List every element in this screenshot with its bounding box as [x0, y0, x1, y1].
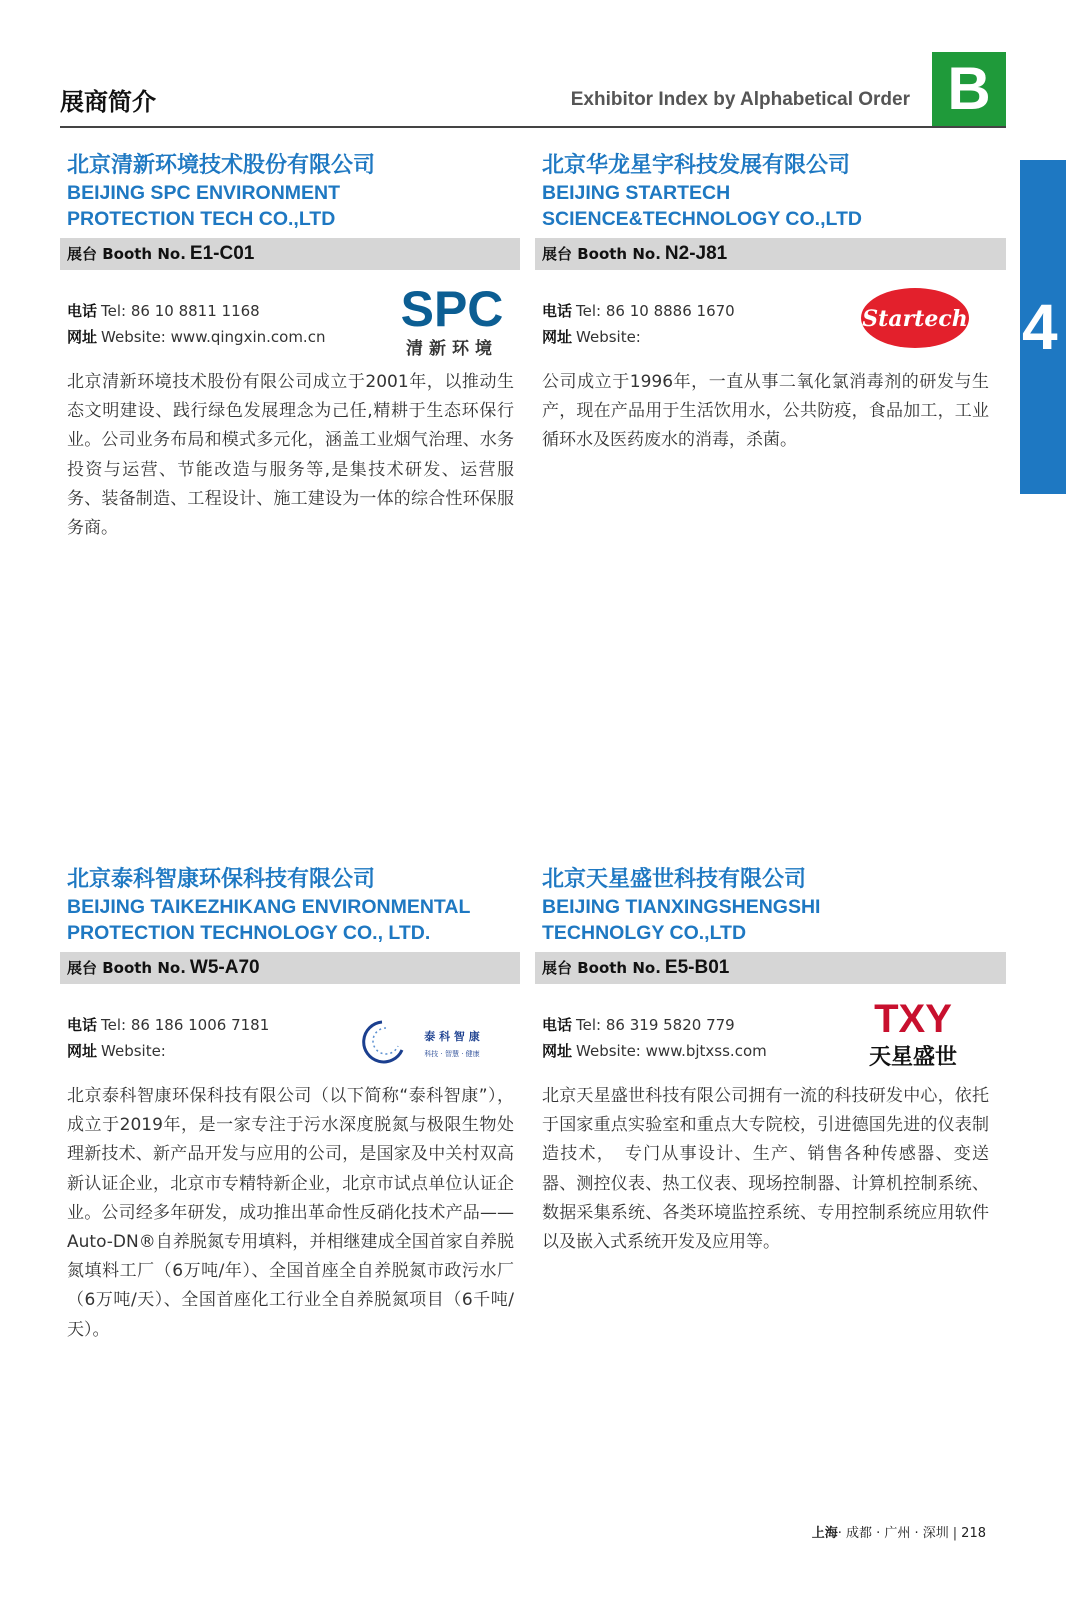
website-label-cn: 网址	[542, 328, 573, 346]
tel-label-cn: 电话	[67, 302, 98, 320]
tel-label-cn: 电话	[542, 302, 573, 320]
tel-label-cn: 电话	[542, 1016, 573, 1034]
exhibitor-en-name-line2: TECHNOLGY CO.,LTD	[542, 922, 747, 944]
page-header	[60, 52, 1006, 128]
website-label-cn: 网址	[67, 328, 98, 346]
booth-number: E5-B01	[664, 957, 730, 978]
txy-logo-subtext: 天星盛世	[868, 1045, 958, 1070]
taikezhikang-logo-subtext: 科技 · 智慧 · 健康	[424, 1050, 480, 1058]
tel-value: 86 319 5820 779	[605, 1016, 735, 1034]
contact-block	[60, 280, 520, 368]
exhibitor-en-name-line2: PROTECTION TECH CO.,LTD	[67, 208, 336, 230]
footer-cities: · 成都 · 广州 · 深圳	[837, 1526, 949, 1541]
tel-value: 86 10 8811 1168	[130, 302, 260, 320]
header-divider	[60, 126, 1006, 128]
page-footer	[812, 1522, 986, 1541]
exhibitor-cn-name: 北京天星盛世科技有限公司	[542, 867, 807, 892]
website-line	[67, 1040, 166, 1061]
website-label-en: Website:	[576, 328, 641, 346]
exhibitor-description: 北京清新环境技术股份有限公司成立于2001年，以推动生态文明建设、践行绿色发展理念为己任,精耕于生态环保行业。公司业务布局和模式多元化，涵盖工业烟气治理、水务投资与运营、节能改造与服务等,是集技术研发、运营服务、装备制造、工程设计、施工建设为一体的综合性环保服务商。	[67, 372, 514, 539]
page-subtitle: Exhibitor Index by Alphabetical Order	[570, 89, 910, 110]
exhibitor-card-startech	[535, 152, 995, 456]
booth-number: N2-J81	[664, 243, 728, 264]
spc-logo-subtext: 清新环境	[406, 339, 498, 359]
tel-label-en: Tel:	[101, 1016, 127, 1034]
tel-label-en: Tel:	[576, 302, 602, 320]
website-label-en: Website:	[101, 328, 166, 346]
website-line	[542, 1040, 767, 1061]
txy-logo-graphic	[857, 994, 977, 1074]
booth-bar	[60, 952, 520, 984]
tel-value: 86 186 1006 7181	[130, 1016, 270, 1034]
exhibitor-en-name-line1: BEIJING STARTECH	[542, 182, 731, 204]
booth-bar	[535, 952, 1006, 984]
website-line	[542, 326, 641, 347]
exhibitor-en-name-line2: SCIENCE&TECHNOLOGY CO.,LTD	[542, 208, 862, 230]
booth-label: 展台 Booth No.	[542, 959, 661, 977]
contact-block	[535, 994, 995, 1082]
website-link[interactable]: www.qingxin.com.cn	[170, 328, 326, 346]
startech-logo-graphic	[859, 286, 971, 350]
tel-value: 86 10 8886 1670	[605, 302, 735, 320]
taikezhikang-logo	[360, 1016, 506, 1066]
taikezhikang-logo-inner-arc	[373, 1028, 398, 1054]
alphabet-letter-badge: B	[932, 52, 1006, 126]
website-link[interactable]: www.bjtxss.com	[645, 1042, 767, 1060]
website-label-en: Website:	[576, 1042, 641, 1060]
booth-label: 展台 Booth No.	[67, 959, 186, 977]
exhibitor-card-spc	[60, 152, 520, 543]
exhibitor-description: 北京泰科智康环保科技有限公司（以下简称“泰科智康”），成立于2019年，是一家专注于污水深度脱氮与极限生物处理新技术、新产品开发与应用的公司，是国家及中关村双高新认证企业，北京市专精特新企业，北京市试点单位认证企业。公司经多年研发，成功推出革命性反硝化技术产品——Auto-DN®自养脱氮专用填料，并相继建成全国首家自养脱氮填料工厂（6万吨/年）、全国首座全自养脱氮市政污水厂（6万吨/天）、全国首座化工行业全自养脱氮项目（6千吨/天）。	[67, 1086, 514, 1340]
spc-logo-graphic	[396, 280, 508, 360]
tel-label-en: Tel:	[576, 1016, 602, 1034]
taikezhikang-logo-arc	[364, 1022, 402, 1062]
exhibitor-description: 北京天星盛世科技有限公司拥有一流的科技研发中心，依托于国家重点实验室和重点大专院校，引进德国先进的仪表制造技术， 专门从事设计、生产、销售各种传感器、变送器、测控仪表、热工仪表、现场控制器、计算机控制系统、数据采集系统、各类环境监控系统、专用控制系统应用软件以及嵌入式系统开发及应用等。	[542, 1086, 989, 1253]
tel-line	[67, 300, 260, 321]
exhibitor-en-name-line1: BEIJING SPC ENVIRONMENT	[67, 182, 341, 204]
footer-separator: |	[952, 1526, 958, 1541]
footer-city-main: 上海	[811, 1526, 838, 1541]
booth-label: 展台 Booth No.	[67, 245, 186, 263]
exhibitor-card-tianxingshengshi	[535, 866, 995, 1257]
tel-line	[542, 1014, 735, 1035]
tel-line	[67, 1014, 269, 1035]
exhibitor-card-taikezhikang	[60, 866, 520, 1345]
taikezhikang-logo-text: 泰 科 智 康	[424, 1030, 480, 1043]
exhibitor-cn-name: 北京清新环境技术股份有限公司	[67, 153, 376, 178]
website-label-cn: 网址	[67, 1042, 98, 1060]
tel-label-en: Tel:	[101, 302, 127, 320]
booth-label: 展台 Booth No.	[542, 245, 661, 263]
website-label-en: Website:	[101, 1042, 166, 1060]
exhibitor-en-name-line1: BEIJING TIANXINGSHENGSHI	[542, 896, 821, 918]
exhibitor-en-name-line1: BEIJING TAIKEZHIKANG ENVIRONMENTAL	[67, 896, 471, 918]
website-line	[67, 326, 325, 347]
txy-logo-text: TXY	[874, 997, 952, 1041]
startech-logo-text: Startech	[862, 306, 968, 332]
exhibitor-cn-name: 北京华龙星宇科技发展有限公司	[542, 153, 851, 178]
booth-bar	[60, 238, 520, 270]
booth-number: E1-C01	[189, 243, 255, 264]
spc-logo-text: SPC	[400, 281, 504, 337]
page-title: 展商简介	[60, 88, 156, 116]
taikezhikang-logo-graphic	[360, 1016, 506, 1066]
website-label-cn: 网址	[542, 1042, 573, 1060]
txy-logo	[857, 994, 977, 1074]
booth-bar	[535, 238, 1006, 270]
chapter-tab-number: 4	[1022, 291, 1058, 363]
contact-block	[60, 994, 520, 1082]
startech-logo	[859, 286, 971, 350]
spc-logo	[396, 280, 508, 360]
exhibitor-en-name-line2: PROTECTION TECHNOLOGY CO., LTD.	[67, 922, 431, 944]
page-number: 218	[961, 1526, 986, 1541]
contact-block	[535, 280, 995, 368]
tel-line	[542, 300, 735, 321]
exhibitor-description: 公司成立于1996年，一直从事二氧化氯消毒剂的研发与生产，现在产品用于生活饮用水，公共防疫，食品加工，工业循环水及医药废水的消毒，杀菌。	[542, 372, 989, 451]
booth-number: W5-A70	[189, 957, 260, 978]
tel-label-cn: 电话	[67, 1016, 98, 1034]
chapter-tab	[1020, 160, 1066, 494]
exhibitor-cn-name: 北京泰科智康环保科技有限公司	[67, 867, 376, 892]
